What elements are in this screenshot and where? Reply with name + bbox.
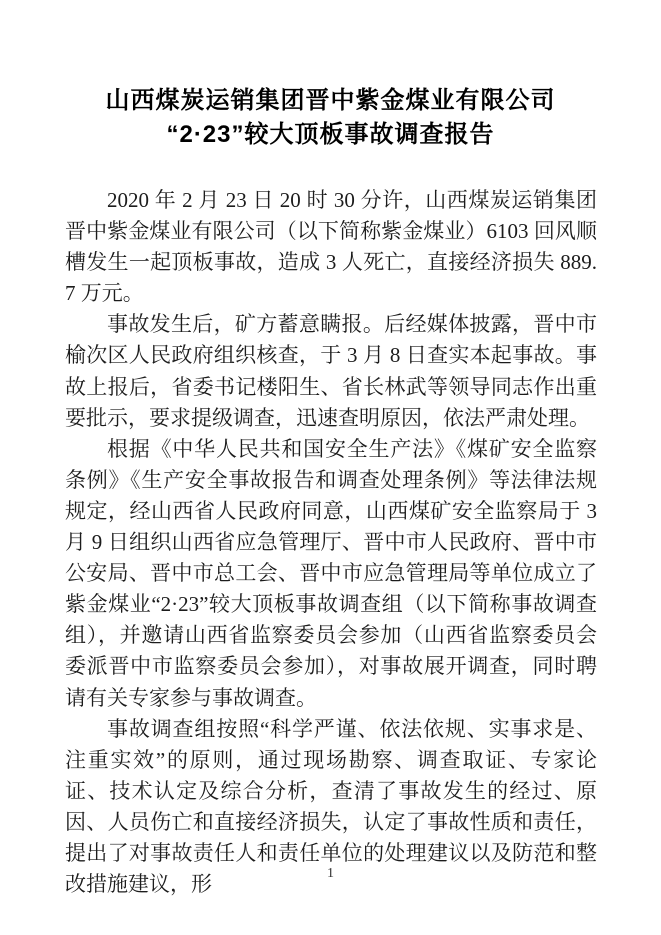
- document-title-line2: “2·23”较大顶板事故调查报告: [166, 121, 495, 148]
- paragraph-investigation-principles: 事故调查组按照“科学严谨、依法依规、实事求是、注重实效”的原则，通过现场勘察、调查取证、专家论证、技术认定及综合分析，查清了事故发生的经过、原因、人员伤亡和直接经济损失，认定了事故性质和责任，提出了对事故责任人和责任单位的处理建议以及防范和整改措施建议，形: [65, 716, 597, 897]
- document-body: [65, 185, 597, 900]
- document-title-line1: 山西煤炭运销集团晋中紫金煤业有限公司: [105, 87, 556, 114]
- page-number: 1: [327, 866, 334, 881]
- document-title: [0, 0, 661, 152]
- paragraph-coverup-and-instructions: 事故发生后，矿方蓄意瞒报。后经媒体披露，晋中市榆次区人民政府组织核查，于 3 月 8 日查实本起事故。事故上报后，省委书记楼阳生、省长林武等领导同志作出重要批示，要求提级调查，迅速查明原因，依法严肃处理。: [65, 312, 597, 430]
- paragraph-investigation-team-formation: 根据《中华人民共和国安全生产法》《煤矿安全监察条例》《生产安全事故报告和调查处理条例》等法律法规规定，经山西省人民政府同意，山西煤矿安全监察局于 3 月 9 日组织山西省应急管理厅、晋中市人民政府、晋中市公安局、晋中市总工会、晋中市应急管理局等单位成立了紫金煤业“2·23”较大顶板事故调查组（以下简称事故调查组），并邀请山西省监察委员会参加（山西省监察委员会委派晋中市监察委员会参加），对事故展开调查，同时聘请有关专家参与事故调查。: [65, 436, 597, 710]
- paragraph-incident-summary: 2020 年 2 月 23 日 20 时 30 分许，山西煤炭运销集团晋中紫金煤业有限公司（以下简称紫金煤业）6103 回风顺槽发生一起顶板事故，造成 3 人死亡，直接经济损失 889.7 万元。: [65, 188, 597, 306]
